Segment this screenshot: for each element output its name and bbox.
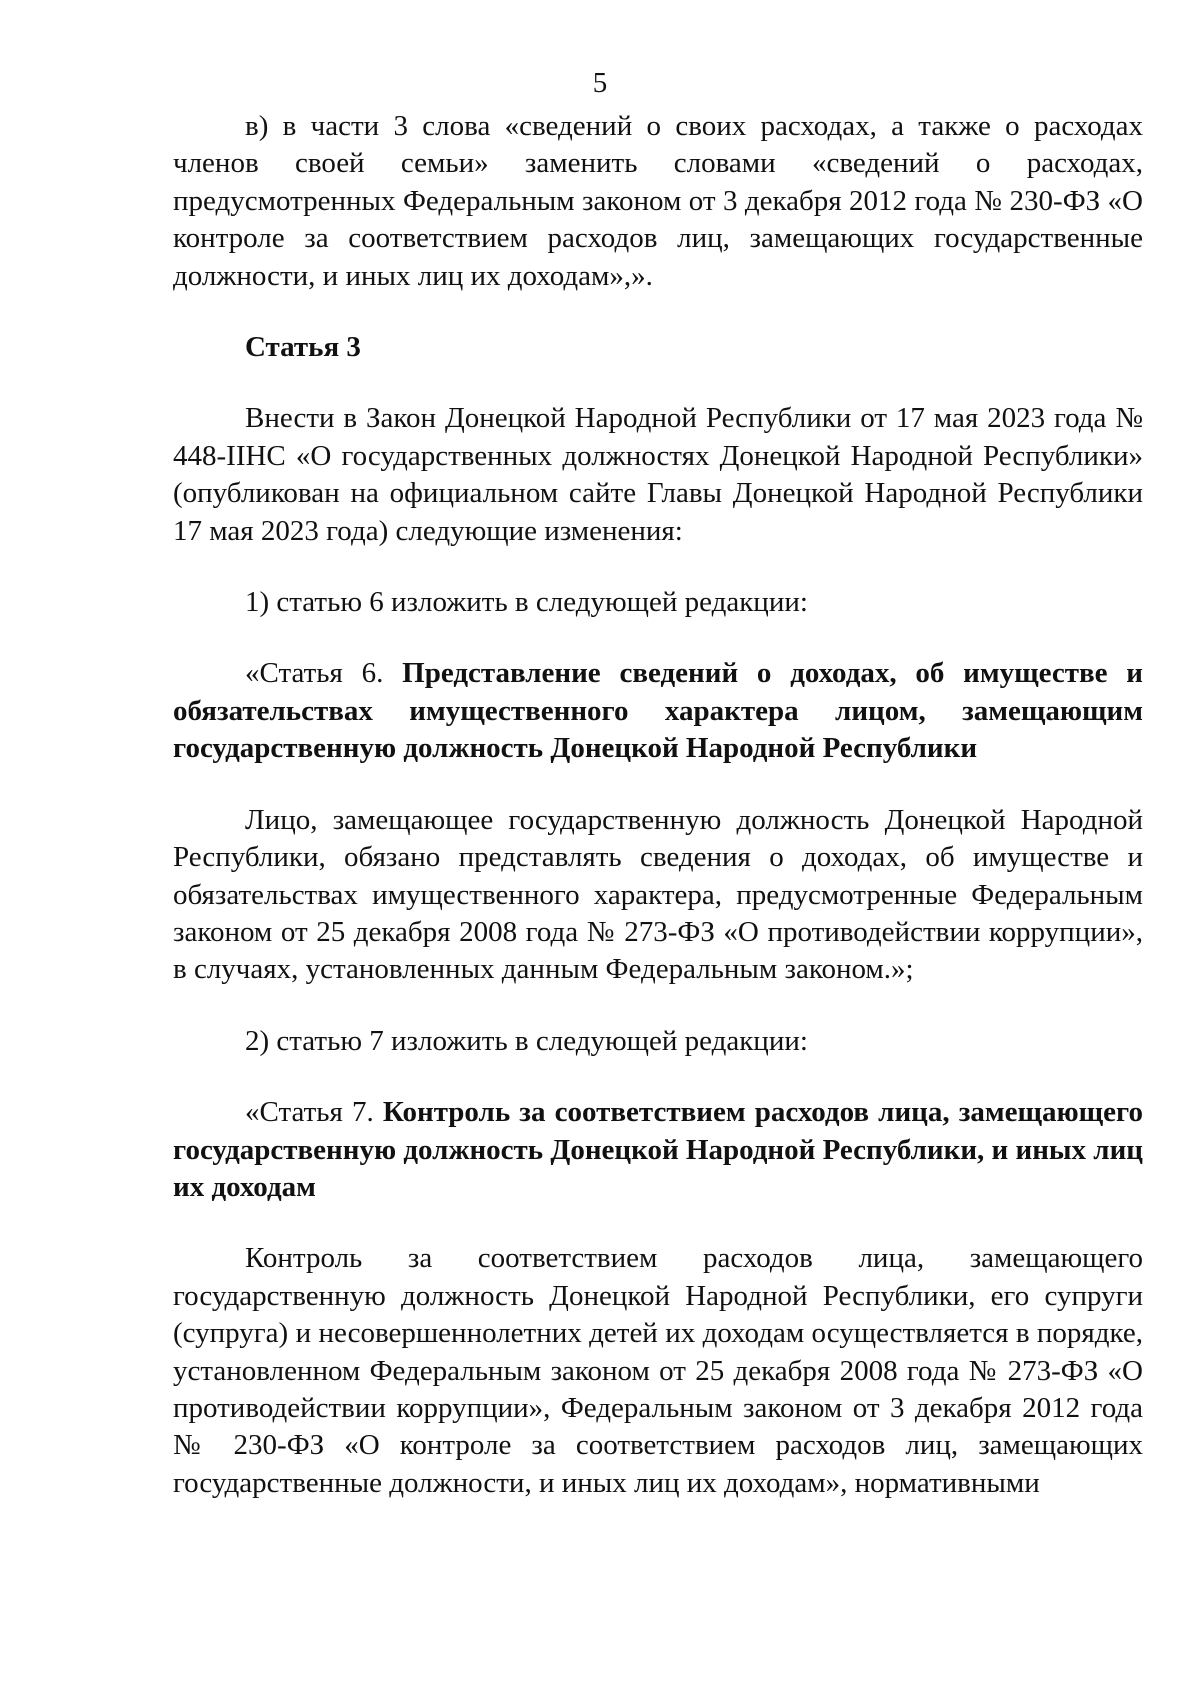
article-3-heading: Статья 3	[245, 331, 361, 364]
article-6-heading	[173, 655, 1143, 767]
paragraph-article-3-intro: Внести в Закон Донецкой Народной Республики от 17 мая 2023 года № 448-IIНС «О государственных должностях Донецкой Народной Республики» (опубликован на официальном сайте Главы Донецкой Народной Республики 17 мая 2023 года) следующие изменения:	[173, 402, 1143, 547]
paragraph-item-2: 2) статью 7 изложить в следующей редакции:	[245, 1024, 808, 1057]
article-7-heading	[173, 1094, 1143, 1206]
paragraph-item-1: 1) статью 6 изложить в следующей редакции:	[245, 586, 808, 619]
page-number: 5	[592, 67, 608, 99]
document-body	[173, 108, 1143, 1502]
article-7-title: Контроль за соответствием расходов лица, замещающего государственную должность Донецкой Народной Республики, и иных лиц их доходам	[173, 1096, 1143, 1203]
article-7-prefix: «Статья 7.	[245, 1096, 383, 1129]
paragraph-article-6-text: Лицо, замещающее государственную должность Донецкой Народной Республики, обязано представлять сведения о доходах, об имуществе и обязательствах имущественного характера, предусмотренные Федеральным законом от 25 декабря 2008 года № 273-ФЗ «О противодействии коррупции», в случаях, установленных данным Федеральным законом.»;	[173, 803, 1143, 986]
article-6-title: Представление сведений о доходах, об имуществе и обязательствах имущественного характера лицом, замещающим государственную должность Донецкой Народной Республики	[173, 657, 1143, 765]
paragraph-amendment-v: в) в части 3 слова «сведений о своих расходах, а также о расходах членов своей семьи» заменить словами «сведений о расходах, предусмотренных Федеральным законом от 3 декабря 2012 года № 230-ФЗ «О контроле за соответствием расходов лиц, замещающих государственные должности, и иных лиц их доходам»,».	[173, 110, 1143, 292]
article-6-prefix: «Статья 6.	[245, 657, 403, 690]
paragraph-article-7-text: Контроль за соответствием расходов лица, замещающего государственную должность Донецкой Народной Республики, его супруги (супруга) и несовершеннолетних детей их доходам осуществляется в порядке, установленном Федеральным законом от 25 декабря 2008 года № 273-ФЗ «О противодействии коррупции», Федеральным законом от 3 декабря 2012 года № 230-ФЗ «О контроле за соответствием расходов лиц, замещающих государственные должности, и иных лиц их доходам», нормативными	[173, 1242, 1143, 1499]
